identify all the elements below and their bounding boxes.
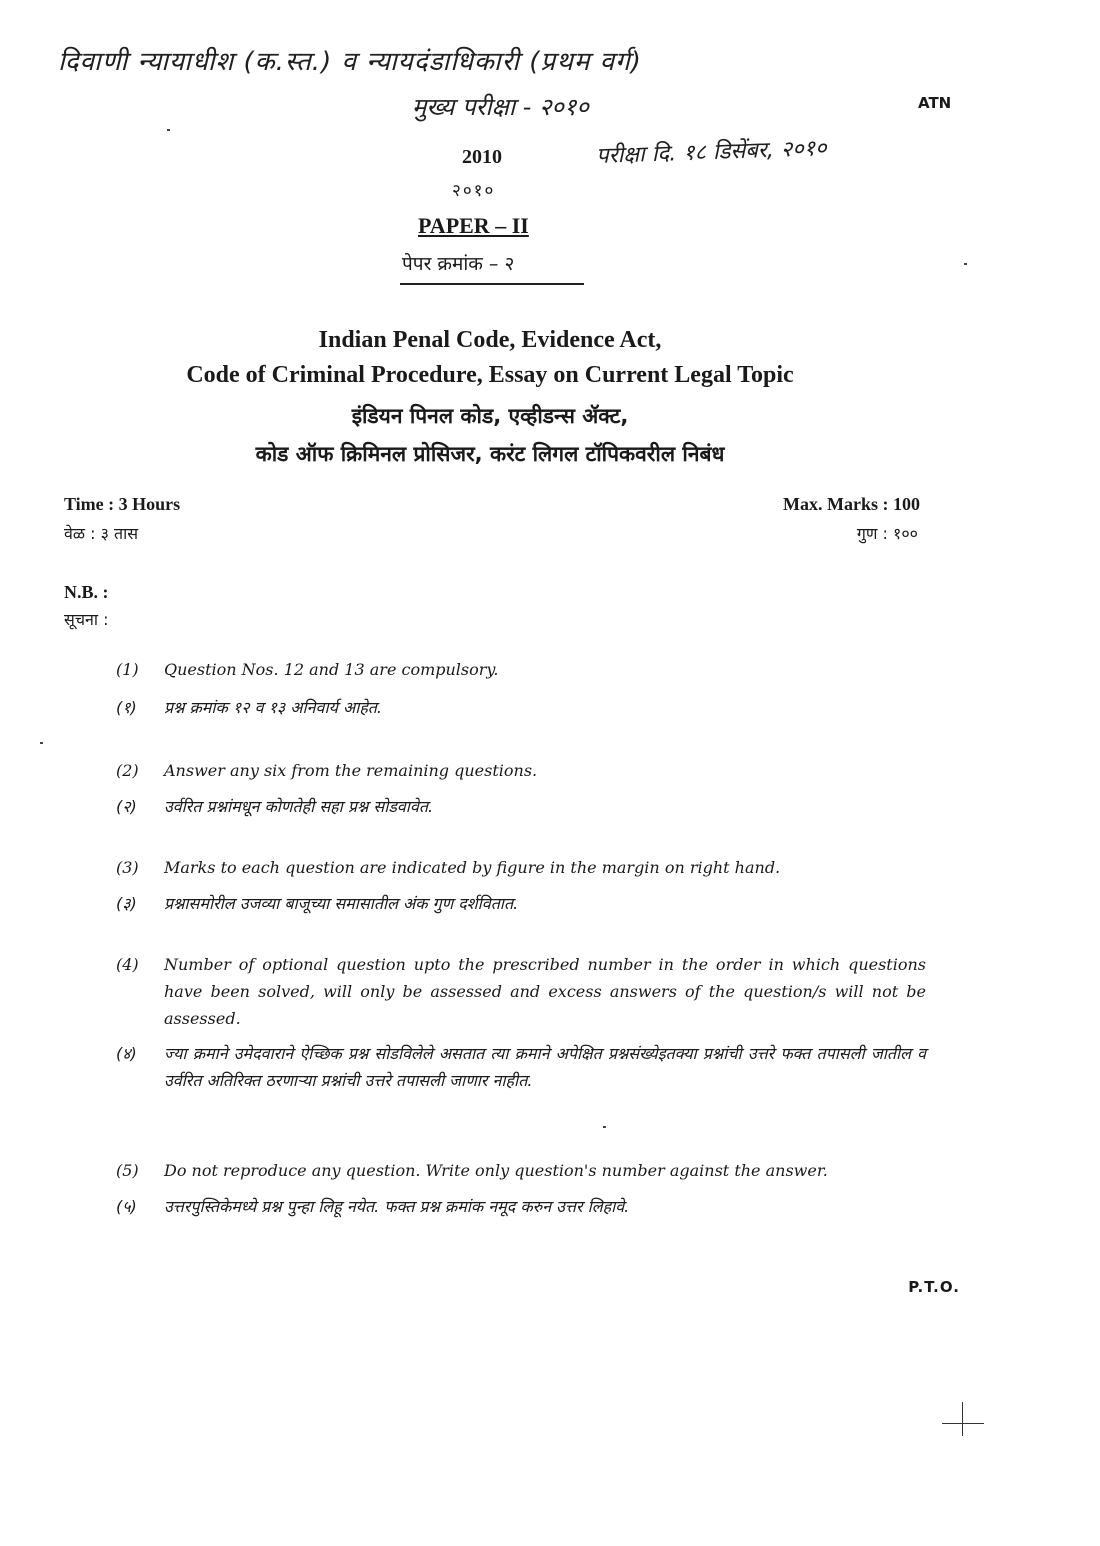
note-text: Number of optional question upto the prescribed number in the order in which questions have been solved, will only be assessed and excess answers of the question/s will not be assessed. <box>164 955 926 1028</box>
subject-line-1: Indian Penal Code, Evidence Act, <box>318 327 662 353</box>
exam-year-marathi: २०१० <box>452 181 496 201</box>
note-text: Answer any six from the remaining questions. <box>164 761 538 780</box>
note-number: (3) <box>116 858 139 877</box>
max-marks-marathi: गुण : १०० <box>856 524 918 543</box>
note-1-english <box>116 656 926 683</box>
note-number: (1) <box>116 660 139 679</box>
handwritten-main-exam: मुख्य परीक्षा - २०१० <box>412 93 589 121</box>
note-number: (2) <box>116 761 139 780</box>
registration-mark-horizontal <box>942 1423 984 1424</box>
note-text: Question Nos. 12 and 13 are compulsory. <box>164 660 499 679</box>
paper-number: PAPER – II <box>418 213 529 238</box>
note-text: Marks to each question are indicated by figure in the margin on right hand. <box>164 858 781 877</box>
note-number: (४) <box>116 1044 137 1063</box>
scan-speck <box>40 742 43 744</box>
scan-speck <box>167 129 170 131</box>
note-text: उर्वरित प्रश्नांमधून कोणतेही सहा प्रश्न सोडवावेत. <box>164 797 434 816</box>
time-allowed: Time : 3 Hours <box>64 494 181 514</box>
please-turn-over: P.T.O. <box>908 1278 960 1296</box>
note-3-english <box>116 854 926 881</box>
nb-label: N.B. : <box>64 582 109 602</box>
scan-speck <box>603 1126 606 1128</box>
subject-line-3-marathi: इंडियन पिनल कोड, एव्हीडन्स ॲक्ट, <box>351 404 629 428</box>
registration-mark-vertical <box>962 1402 963 1436</box>
subject-line-2: Code of Criminal Procedure, Essay on Current Legal Topic <box>186 362 794 388</box>
subject-line-4-marathi: कोड ऑफ क्रिमिनल प्रोसिजर, करंट लिगल टॉपिकवरील निबंध <box>255 442 725 466</box>
note-1-marathi <box>116 694 926 721</box>
paper-underline <box>400 283 584 285</box>
note-text: प्रश्न क्रमांक १२ व १३ अनिवार्य आहेत. <box>164 698 383 717</box>
note-3-marathi <box>116 890 926 917</box>
note-number: (4) <box>116 955 139 974</box>
note-5-marathi <box>116 1193 926 1220</box>
handwritten-exam-date: परीक्षा दि. १८ डिसेंबर, २०१० <box>595 135 827 170</box>
note-2-marathi <box>116 793 926 820</box>
handwritten-exam-title: दिवाणी न्यायाधीश (क.स्त.) व न्यायदंडाधिकारी (प्रथम वर्ग) <box>58 47 642 77</box>
note-number: (5) <box>116 1161 139 1180</box>
exam-year: 2010 <box>462 146 502 168</box>
note-number: (३) <box>116 894 137 913</box>
note-number: (१) <box>116 698 137 717</box>
nb-label-marathi: सूचना : <box>64 610 109 629</box>
note-number: (२) <box>116 797 137 816</box>
note-text: प्रश्नासमोरील उजव्या बाजूच्या समासातील अंक गुण दर्शवितात. <box>164 894 519 913</box>
time-allowed-marathi: वेळ : ३ तास <box>64 524 139 543</box>
scan-speck <box>964 263 967 265</box>
note-5-english <box>116 1157 926 1184</box>
max-marks: Max. Marks : 100 <box>783 494 920 514</box>
note-text: उत्तरपुस्तिकेमध्ये प्रश्न पुन्हा लिहू नयेत. फक्त प्रश्न क्रमांक नमूद करुन उत्तर लिहावे. <box>164 1197 630 1216</box>
note-4-marathi <box>116 1040 926 1094</box>
note-2-english <box>116 757 926 784</box>
note-text: ज्या क्रमाने उमेदवाराने ऐच्छिक प्रश्न सोडविलेले असतात त्या क्रमाने अपेक्षित प्रश्नसंख्येइतक्या प्रश्नांची उत्तरे फक्त तपासली जातील व उर्वरित अतिरिक्त ठरणाऱ्या प्रश्नांची उत्तरे तपासली जाणार नाहीत. <box>164 1044 926 1090</box>
note-text: Do not reproduce any question. Write only question's number against the answer. <box>164 1161 828 1180</box>
paper-code: ATN <box>918 94 952 112</box>
note-number: (५) <box>116 1197 137 1216</box>
note-4-english <box>116 951 926 1032</box>
paper-number-marathi: पेपर क्रमांक – २ <box>402 253 515 275</box>
